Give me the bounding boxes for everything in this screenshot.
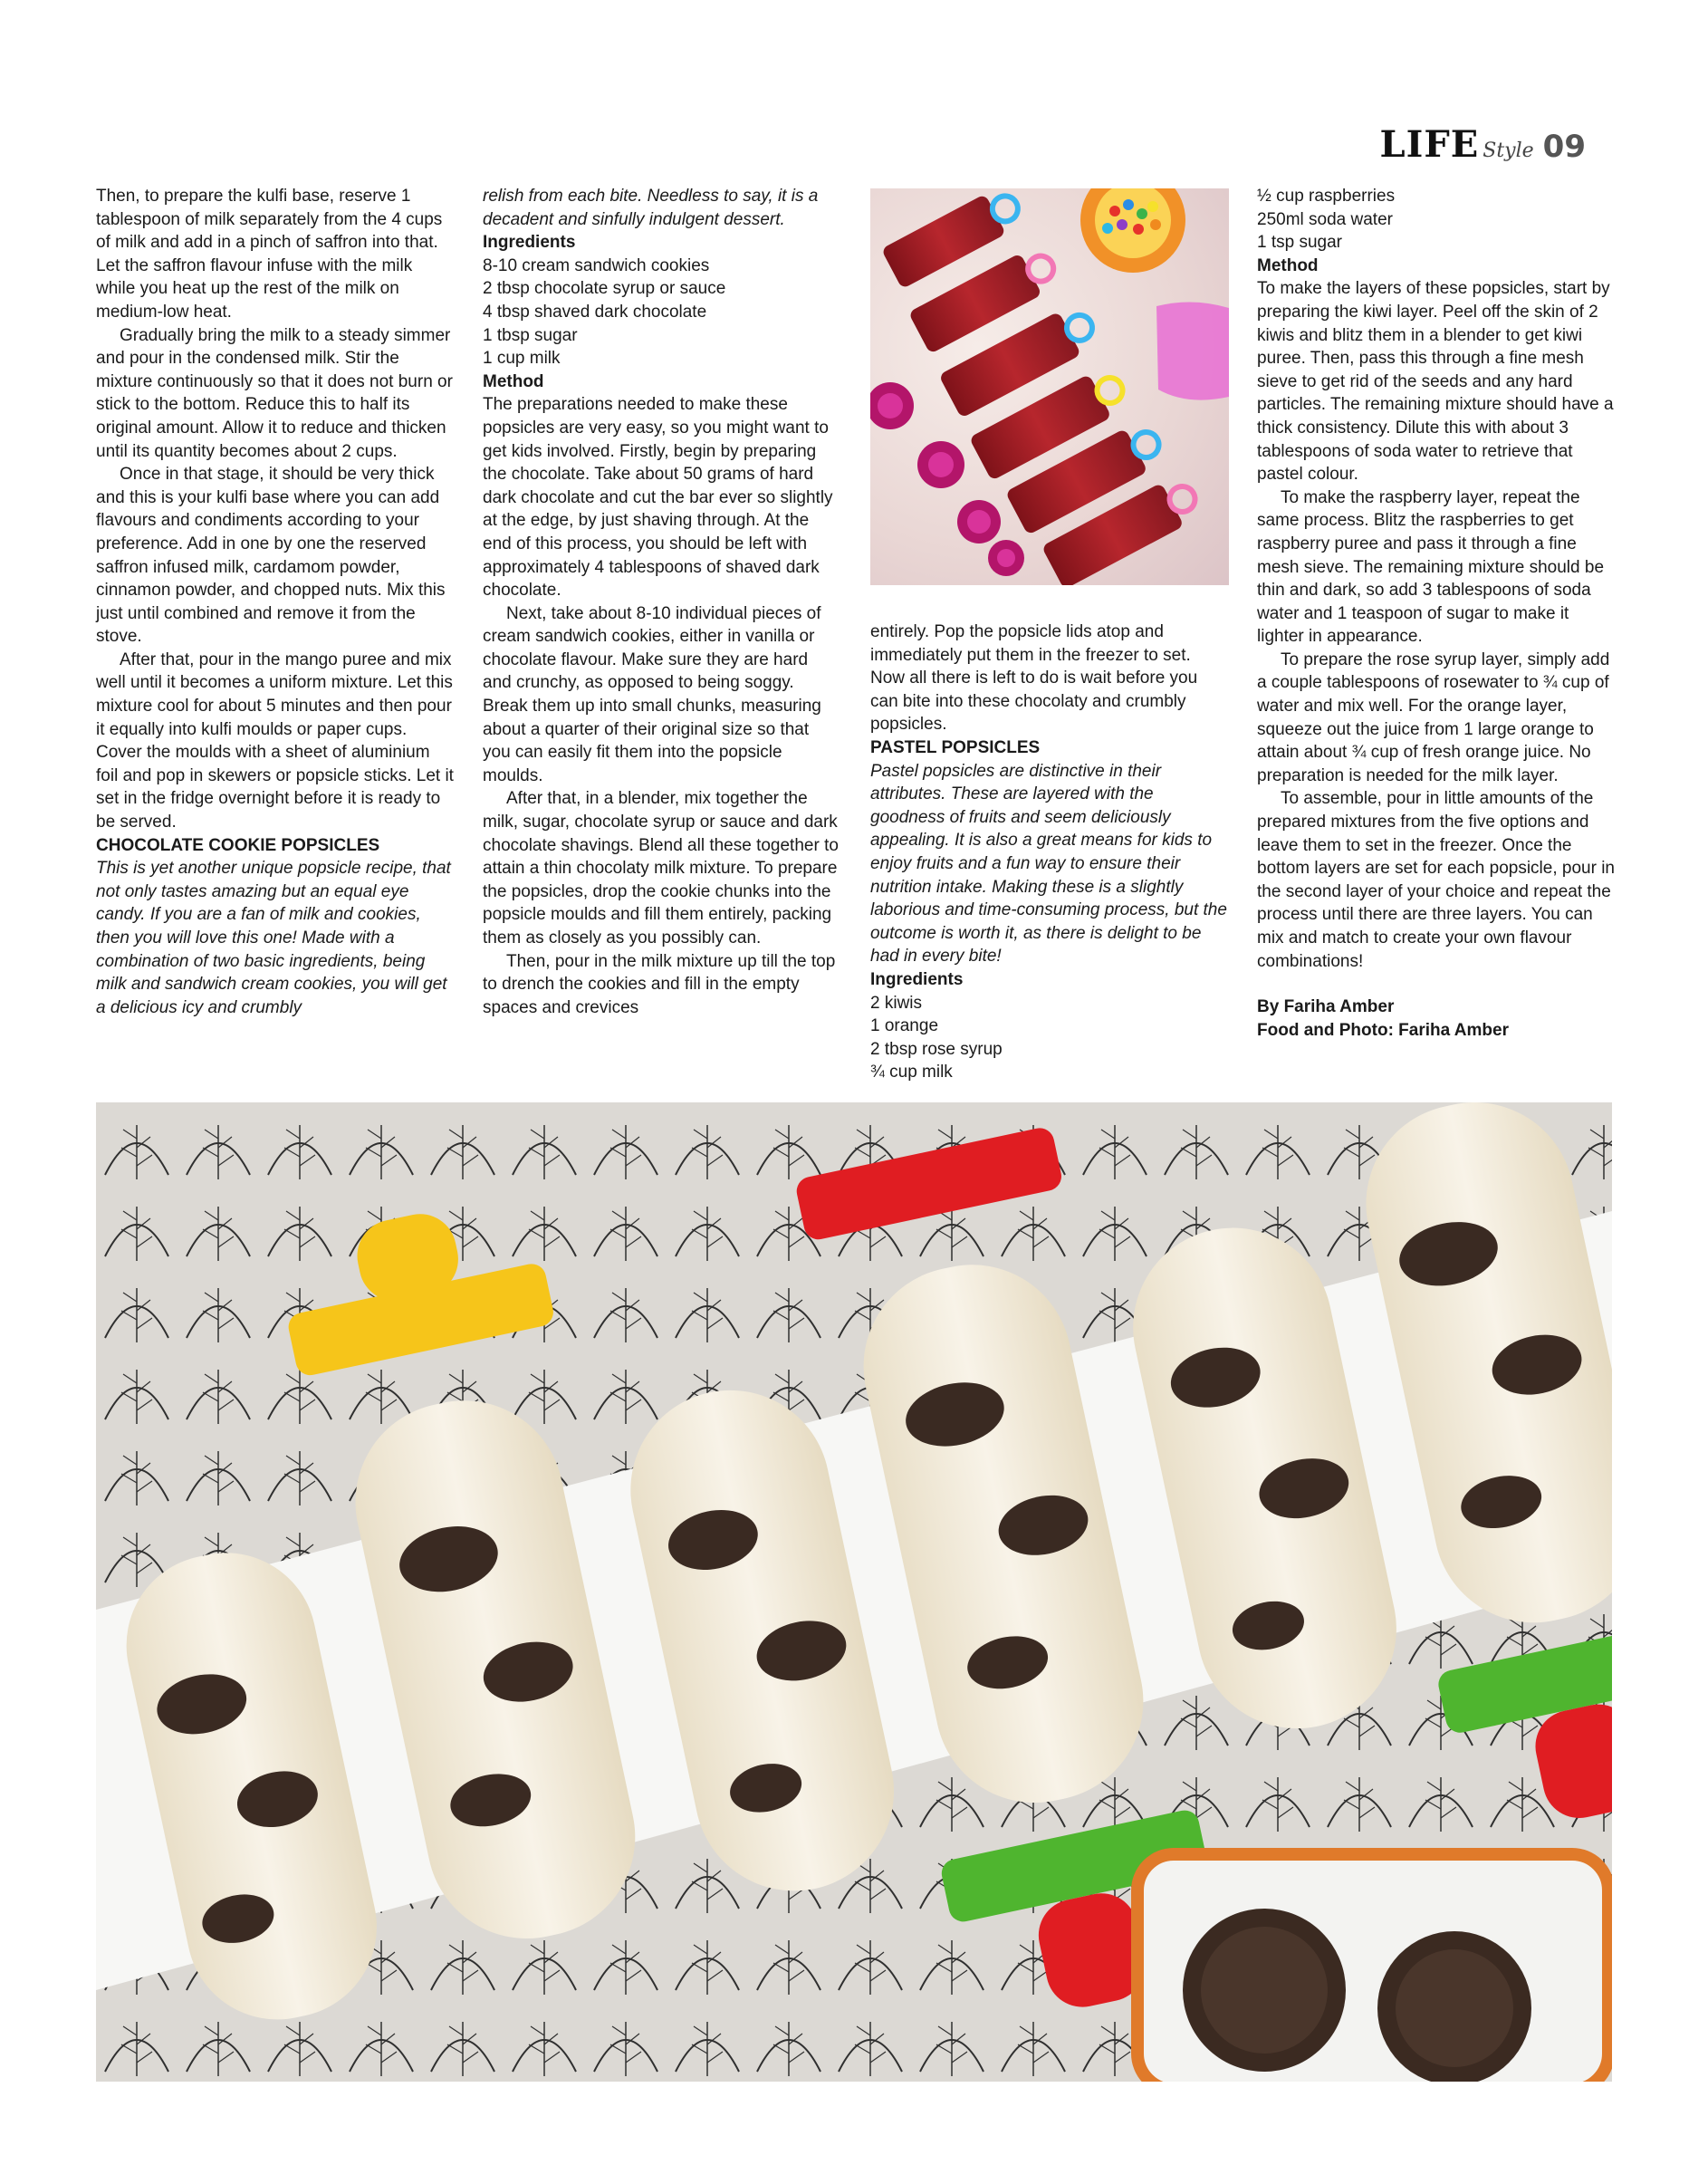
magazine-logo: LIFE bbox=[1379, 123, 1480, 166]
body-paragraph: entirely. Pop the popsicle lids atop and immediately put them in the freezer to set. Now all there is left to do is wait before you can bite into these chocolaty and crumbly popsicles. bbox=[870, 622, 1198, 735]
article-column-1 bbox=[96, 185, 454, 1019]
roses bbox=[870, 382, 1024, 576]
body-paragraph: relish from each bite. Needless to say, it is a decadent and sinfully indulgent dessert. bbox=[483, 187, 819, 229]
body-paragraph: 1 cup milk bbox=[483, 349, 561, 369]
body-paragraph: Pastel popsicles are distinctive in their attributes. These are layered with the goodness of fruits and seem deliciously appealing. It is also a great means for kids to enjoy fruits and a fun way to ensure their nutrition intake. Making these is a slightly laborious and time-consuming process, but the outcome is worth it, as there is delight to be had in every bite! bbox=[870, 761, 1227, 967]
body-paragraph: This is yet another unique popsicle recipe, that not only tastes amazing but an equal eye candy. If you are a fan of milk and cookies, then you will love this one! Made with a combination of two basic ingredients, being milk and sandwich cream cookies, you will get a delicious icy and crumbly bbox=[96, 859, 451, 1017]
body-paragraph: 8-10 cream sandwich cookies bbox=[483, 255, 710, 275]
body-paragraph: Gradually bring the milk to a steady simmer and pour in the condensed milk. Stir the mixture continuously so that it does not burn or stick to the bottom. Reduce this to half its original amount. Allow it to reduce and thicken until its quantity becomes about 2 cups. bbox=[96, 325, 453, 461]
red-popsicles-photo bbox=[870, 188, 1229, 585]
body-paragraph: 1 orange bbox=[870, 1016, 939, 1036]
pink-cup bbox=[1156, 302, 1229, 399]
page-masthead bbox=[1380, 123, 1586, 166]
section-heading: Ingredients bbox=[483, 233, 576, 253]
body-paragraph: Once in that stage, it should be very thick and this is your kulfi base where you can add flavours and condiments according to your preference. Add in one by one the reserved saffron infused milk, cardamom powder, cinnamon powder, and chopped nuts. Mix this just until combined and remove it from the stove. bbox=[96, 465, 446, 647]
body-paragraph: To make the layers of these popsicles, start by preparing the kiwi layer. Peel off the skin of 2 kiwis and blitz them in a blender to get kiwi puree. Then, pass this through a fine mesh sieve to get rid of the seeds and any hard particles. The remaining mixture should have a thick consistency. Dilute this with about 3 tablespoons of soda water to retrieve that pastel colour. bbox=[1257, 279, 1614, 485]
article-column-3 bbox=[870, 620, 1229, 1084]
section-heading: PASTEL POPSICLES bbox=[870, 737, 1041, 757]
cookie-popsicles-illustration bbox=[96, 1102, 1612, 2082]
body-paragraph: 4 tbsp shaved dark chocolate bbox=[483, 302, 707, 322]
body-paragraph: 2 tbsp chocolate syrup or sauce bbox=[483, 279, 726, 299]
section-heading: By Fariha Amber bbox=[1257, 997, 1395, 1017]
body-paragraph: Then, pour in the milk mixture up till the top to drench the cookies and fill in the empty spaces and crevices bbox=[483, 951, 836, 1017]
body-paragraph: 2 tbsp rose syrup bbox=[870, 1039, 1003, 1059]
body-paragraph: To prepare the rose syrup layer, simply add a couple tablespoons of rosewater to ¾ cup of water and mix well. For the orange layer, squeeze out the juice from 1 large orange to attain about ¾ cup of fresh orange juice. No preparation is needed for the milk layer. bbox=[1257, 649, 1610, 785]
cookie-popsicles-photo bbox=[96, 1102, 1612, 2082]
section-heading: Method bbox=[483, 371, 544, 391]
body-paragraph: 1 tsp sugar bbox=[1257, 233, 1342, 253]
magazine-logo-script: Style bbox=[1483, 139, 1534, 162]
section-heading: Food and Photo: Fariha Amber bbox=[1257, 1020, 1509, 1040]
section-heading: Method bbox=[1257, 255, 1319, 275]
body-paragraph: After that, pour in the mango puree and mix well until it becomes a uniform mixture. Let this mixture cool for about 5 minutes and then pour it equally into kulfi moulds or paper cups. Cover the moulds with a sheet of aluminium foil and pop in skewers or popsicle sticks. Let it set in the fridge overnight before it is ready to be served. bbox=[96, 649, 454, 832]
body-paragraph: 2 kiwis bbox=[870, 993, 923, 1013]
body-paragraph: 250ml soda water bbox=[1257, 209, 1393, 229]
body-paragraph: The preparations needed to make these popsicles are very easy, so you might want to get kids involved. Firstly, begin by preparing the chocolate. Take about 50 grams of hard dark chocolate and cut the bar ever so slightly at the edge, by just shaving through. At the end of this process, you should be left with approximately 4 tablespoons of shaved dark chocolate. bbox=[483, 395, 833, 601]
section-heading: Ingredients bbox=[870, 969, 964, 989]
body-paragraph: ¾ cup milk bbox=[870, 1063, 953, 1082]
body-paragraph: To assemble, pour in little amounts of the prepared mixtures from the five options and leave them to set in the freezer. Once the bottom layers are set for each popsicle, pour in the second layer of your choice and repeat the process until there are three layers. You can mix and match to create your own flavour combinations! bbox=[1257, 789, 1615, 971]
body-paragraph: Next, take about 8-10 individual pieces of cream sandwich cookies, either in vanilla or chocolate flavour. Make sure they are hard and crunchy, as opposed to being soggy. Break them up into small chunks, measuring about a quarter of their original size so that you can easily fit them into the popsicle moulds. bbox=[483, 603, 821, 785]
cookie-bowl bbox=[1137, 1854, 1608, 2082]
paragraph-spacer bbox=[1257, 973, 1617, 996]
section-heading: CHOCOLATE COOKIE POPSICLES bbox=[96, 835, 380, 855]
body-paragraph: Then, to prepare the kulfi base, reserve 1 tablespoon of milk separately from the 4 cups of milk and add in a pinch of saffron into that. Let the saffron flavour infuse with the milk while you heat up the rest of the milk on medium-low heat. bbox=[96, 187, 443, 322]
article-column-4 bbox=[1257, 185, 1617, 1042]
article-column-2 bbox=[483, 185, 840, 1019]
body-paragraph: After that, in a blender, mix together the milk, sugar, chocolate syrup or sauce and dark chocolate shavings. Blend all these together to attain a thin chocolaty milk mixture. To prepare the popsicles, drop the cookie chunks into the popsicle moulds and fill them entirely, packing them as closely as you possibly can. bbox=[483, 789, 839, 948]
body-paragraph: 1 tbsp sugar bbox=[483, 325, 578, 345]
body-paragraph: To make the raspberry layer, repeat the same process. Blitz the raspberries to get raspberry puree and pass it through a fine mesh sieve. The remaining mixture should be thin and dark, so add 3 tablespoons of soda water and 1 teaspoon of sugar to make it lighter in appearance. bbox=[1257, 487, 1605, 647]
page-number: 09 bbox=[1542, 129, 1586, 165]
red-popsicles-illustration bbox=[870, 188, 1229, 585]
body-paragraph: ½ cup raspberries bbox=[1257, 187, 1396, 206]
